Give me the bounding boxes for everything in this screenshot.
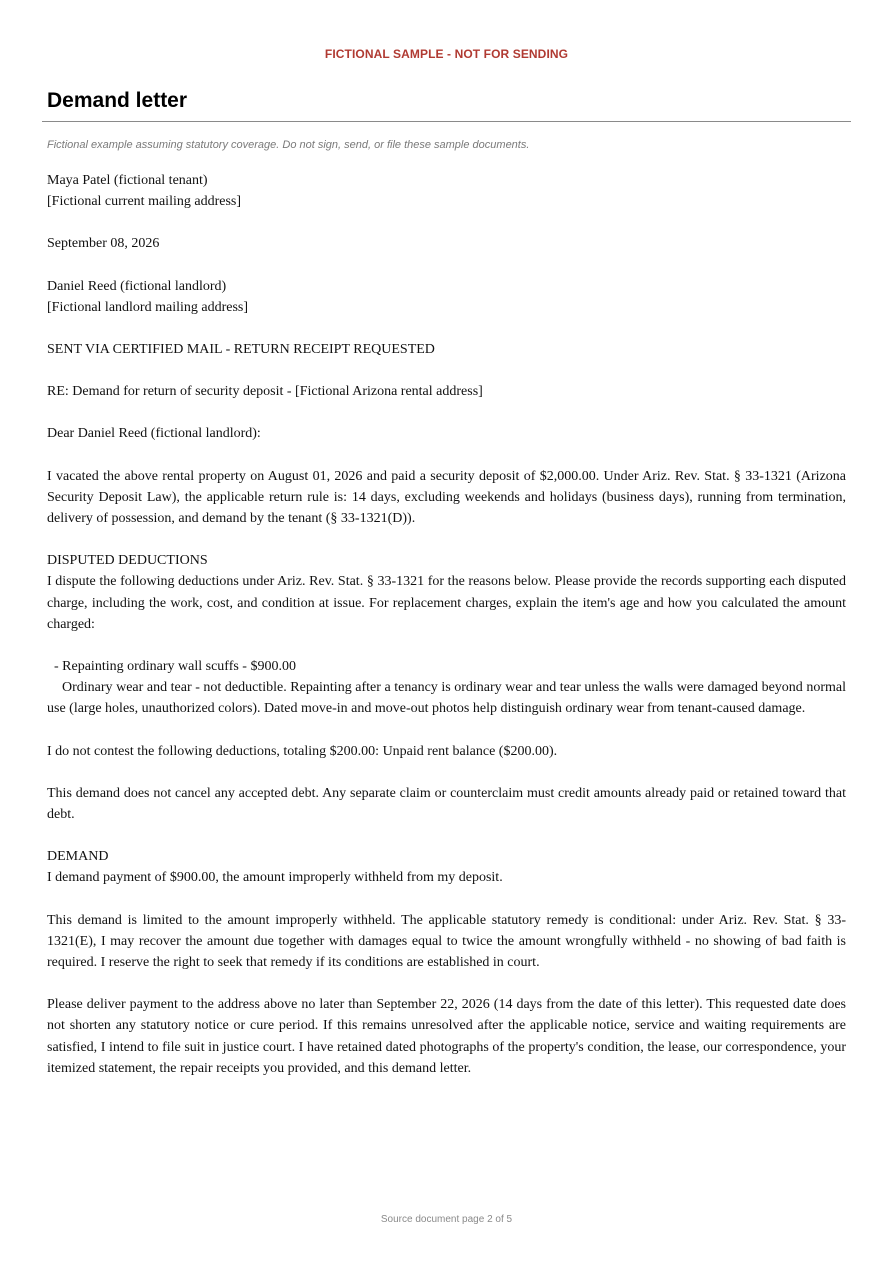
disclaimer-note: Fictional example assuming statutory coverage. Do not sign, send, or file these sample documents. xyxy=(47,139,530,151)
sender-name: Maya Patel (fictional tenant) xyxy=(47,173,208,188)
re-line: RE: Demand for return of security deposit - [Fictional Arizona rental address] xyxy=(47,384,483,400)
remedy-paragraph: This demand is limited to the amount improperly withheld. The applicable statutory remedy is conditional: under Ariz. Rev. Stat. § 33-1321(E), I may recover the amount due together with damages equal to twice the amount wrongfully withheld - no showing of bad faith is required. I reserve the right to seek that remedy if its conditions are established in court. xyxy=(47,912,846,971)
delivery-method: SENT VIA CERTIFIED MAIL - RETURN RECEIPT REQUESTED xyxy=(47,342,435,358)
sender-address: [Fictional current mailing address] xyxy=(47,194,241,210)
intro-paragraph: I vacated the above rental property on August 01, 2026 and paid a security deposit of $2,000.00. Under Ariz. Rev. Stat. § 33-1321 (Arizona Security Deposit Law), the applicable return rule is: 14 days, excluding weekends and holidays (business days), running from termination, delivery of possession, and demand by the tenant (§ 33-1321(D)). xyxy=(47,468,846,527)
uncontested-paragraph: I do not contest the following deductions, totaling $200.00: Unpaid rent balance ($200.00). xyxy=(47,743,558,759)
demand-section xyxy=(47,846,846,888)
debt-note-paragraph: This demand does not cancel any accepted debt. Any separate claim or counterclaim must credit amounts already paid or retained toward that debt. xyxy=(47,785,846,823)
demand-paragraph: I demand payment of $900.00, the amount improperly withheld from my deposit. xyxy=(47,870,503,886)
page-footer: Source document page 2 of 5 xyxy=(380,1214,513,1225)
disputed-paragraph: I dispute the following deductions under Ariz. Rev. Stat. § 33-1321 for the reasons below. Please provide the records supporting each disputed charge, including the work, cost, and condition at issue. For replacement charges, explain the item's age and how you calculated the amount charged: xyxy=(47,574,846,632)
sample-banner: FICTIONAL SAMPLE - NOT FOR SENDING xyxy=(324,47,569,61)
demand-heading: DEMAND xyxy=(47,849,109,865)
disputed-heading: DISPUTED DEDUCTIONS xyxy=(47,553,208,569)
recipient-block xyxy=(47,276,846,318)
page-title: Demand letter xyxy=(47,89,188,112)
closing-paragraph: Please deliver payment to the address above no later than September 22, 2026 (14 days from the date of this letter). This requested date does not shorten any statutory notice or cure period. If this remains unresolved after the applicable notice, service and waiting requirements are satisfied, I intend to file suit in justice court. I have retained dated photographs of the property's condition, the lease, our correspondence, your itemized statement, the repair receipts you provided, and this demand letter. xyxy=(47,997,846,1076)
disputed-item-label: - Repainting ordinary wall scuffs - $900.00 xyxy=(54,659,296,675)
letter-body xyxy=(47,170,846,1079)
disputed-item xyxy=(47,656,846,720)
disputed-section xyxy=(47,550,846,719)
disputed-item-reason: Ordinary wear and tear - not deductible. Repainting after a tenancy is ordinary wear and tear unless the walls were damaged beyond normal use (large holes, unauthorized colors). Dated move-in and move-out photos help distinguish ordinary wear from tenant-caused damage. xyxy=(47,680,846,717)
recipient-address: [Fictional landlord mailing address] xyxy=(47,299,249,315)
letter-date: September 08, 2026 xyxy=(47,236,160,252)
sender-block xyxy=(47,170,846,212)
salutation: Dear Daniel Reed (fictional landlord): xyxy=(47,426,261,442)
title-divider xyxy=(42,121,851,122)
recipient-name: Daniel Reed (fictional landlord) xyxy=(47,278,227,294)
